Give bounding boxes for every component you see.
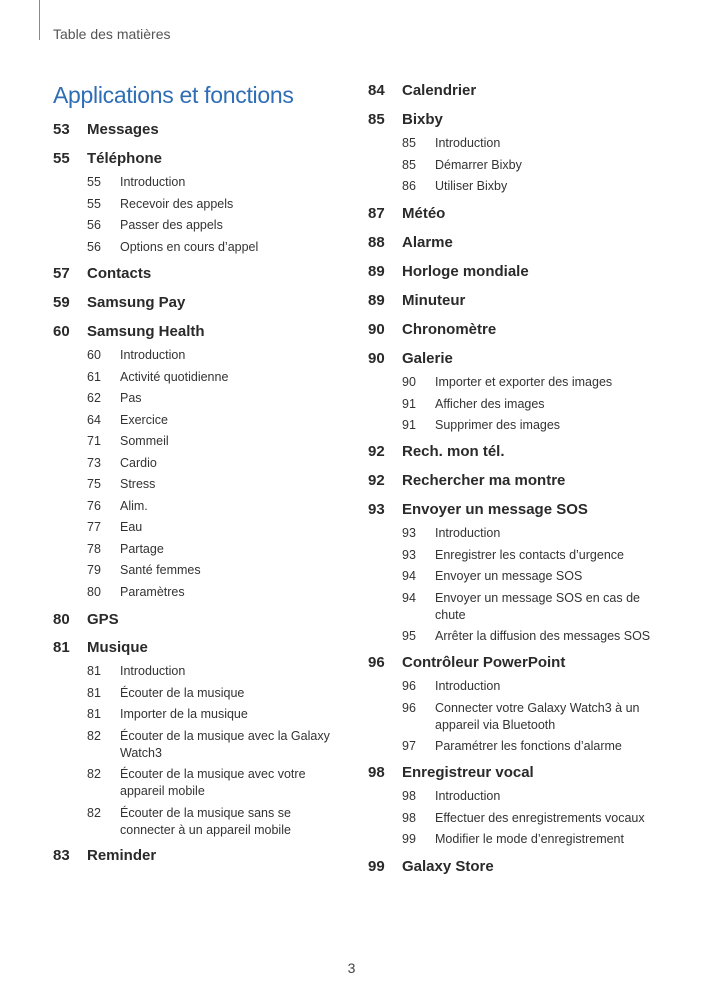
- toc-entry: [368, 111, 668, 200]
- subsection-page-number: 86: [402, 179, 416, 193]
- subsection-title: Importer et exporter des images: [435, 375, 613, 389]
- toc-subsection[interactable]: [368, 374, 668, 391]
- subsection-title: Introduction: [120, 348, 186, 362]
- subsection-title: Effectuer des enregistrements vocaux: [435, 810, 645, 825]
- chapter-title: Météo: [402, 205, 446, 222]
- subsection-page-number: 75: [87, 477, 101, 491]
- subsection-title: Passer des appels: [120, 218, 223, 232]
- chapter-page-number: 88: [368, 234, 385, 251]
- chapter-title: Horloge mondiale: [402, 263, 529, 280]
- subsection-title: Cardio: [120, 455, 157, 470]
- chapter-title: Reminder: [87, 847, 157, 864]
- subsection-page-number: 96: [402, 679, 416, 693]
- toc-entry: [368, 321, 668, 341]
- chapter-page-number: 87: [368, 205, 385, 222]
- toc-entry: [368, 501, 668, 650]
- chapter-title: Minuteur: [402, 292, 466, 309]
- toc-chapter[interactable]: [368, 234, 668, 254]
- toc-subsection[interactable]: [53, 390, 338, 407]
- toc-chapter[interactable]: [368, 472, 668, 492]
- chapter-title: Samsung Health: [87, 323, 205, 340]
- toc-entry: [368, 263, 668, 283]
- toc-entry: [368, 350, 668, 439]
- toc-subsection[interactable]: [368, 810, 668, 827]
- subsection-title: Options en cours d’appel: [120, 239, 259, 254]
- toc-subsection[interactable]: [368, 568, 668, 585]
- subsection-page-number: 80: [87, 584, 101, 599]
- toc-subsection[interactable]: [368, 678, 668, 695]
- chapter-page-number: 90: [368, 350, 385, 367]
- chapter-title: Galerie: [402, 350, 453, 367]
- toc-subsection[interactable]: [368, 157, 668, 174]
- chapter-page-number: 89: [368, 292, 385, 309]
- toc-chapter[interactable]: [53, 611, 338, 631]
- chapter-page-number: 96: [368, 654, 385, 671]
- chapter-page-number: 53: [53, 121, 70, 138]
- toc-subsection[interactable]: [368, 628, 668, 645]
- toc-subsection[interactable]: [368, 738, 668, 755]
- subsection-title: Supprimer des images: [435, 418, 561, 432]
- subsection-page-number: 95: [402, 629, 416, 643]
- toc-subsection-list: [53, 663, 338, 839]
- toc-subsection[interactable]: [53, 663, 338, 680]
- toc-chapter[interactable]: [368, 764, 668, 784]
- subsection-page-number: 78: [87, 541, 101, 556]
- subsection-page-number: 85: [402, 136, 416, 150]
- subsection-page-number: 55: [87, 196, 101, 211]
- toc-subsection-list: [53, 347, 338, 601]
- subsection-title: Afficher des images: [435, 396, 545, 411]
- toc-subsection[interactable]: [368, 396, 668, 413]
- toc-subsection[interactable]: [53, 369, 338, 386]
- subsection-page-number: 76: [87, 498, 101, 513]
- chapter-page-number: 89: [368, 263, 385, 280]
- chapter-page-number: 57: [53, 265, 70, 282]
- toc-entry: [53, 611, 338, 631]
- toc-entry: [53, 639, 338, 843]
- toc-subsection-list: [368, 374, 668, 434]
- subsection-title: Introduction: [435, 526, 501, 540]
- toc-subsection[interactable]: [53, 805, 338, 839]
- toc-chapter[interactable]: [368, 82, 668, 102]
- toc-chapter[interactable]: [53, 150, 338, 170]
- subsection-title: Écouter de la musique: [120, 685, 245, 700]
- chapter-page-number: 98: [368, 764, 385, 781]
- subsection-title: Écouter de la musique avec votre appareil mobile: [120, 767, 306, 798]
- subsection-page-number: 90: [402, 375, 416, 389]
- page-number: 3: [347, 960, 356, 976]
- subsection-page-number: 81: [87, 707, 101, 721]
- chapter-title: GPS: [87, 611, 119, 628]
- subsection-page-number: 60: [87, 348, 101, 362]
- subsection-page-number: 96: [402, 700, 416, 715]
- subsection-page-number: 97: [402, 739, 416, 753]
- subsection-page-number: 79: [87, 563, 101, 577]
- toc-subsection[interactable]: [53, 217, 338, 234]
- chapter-title: Calendrier: [402, 82, 477, 99]
- subsection-title: Arrêter la diffusion des messages SOS: [435, 629, 651, 643]
- toc-subsection[interactable]: [53, 347, 338, 364]
- subsection-title: Envoyer un message SOS en cas de chute: [435, 590, 640, 622]
- toc-entry: [368, 292, 668, 312]
- subsection-page-number: 82: [87, 767, 101, 781]
- toc-subsection[interactable]: [53, 174, 338, 191]
- subsection-page-number: 98: [402, 789, 416, 803]
- toc-chapter[interactable]: [53, 121, 338, 141]
- toc-entry: [368, 205, 668, 225]
- chapter-page-number: 83: [53, 847, 70, 864]
- chapter-page-number: 85: [368, 111, 385, 128]
- toc-subsection[interactable]: [53, 706, 338, 723]
- subsection-page-number: 94: [402, 590, 416, 605]
- toc-chapter[interactable]: [368, 321, 668, 341]
- toc-entry: [53, 150, 338, 260]
- toc-chapter[interactable]: [368, 858, 668, 878]
- subsection-title: Santé femmes: [120, 563, 201, 577]
- toc-entry: [53, 847, 338, 867]
- toc-chapter[interactable]: [368, 501, 668, 521]
- chapter-title: Rech. mon tél.: [402, 443, 505, 460]
- subsection-title: Stress: [120, 477, 156, 491]
- subsection-title: Alim.: [120, 498, 148, 513]
- toc-subsection-list: [368, 135, 668, 195]
- subsection-page-number: 91: [402, 418, 416, 432]
- chapter-page-number: 93: [368, 501, 385, 518]
- subsection-title: Introduction: [435, 136, 501, 150]
- toc-chapter[interactable]: [53, 323, 338, 343]
- chapter-title: Samsung Pay: [87, 294, 186, 311]
- subsection-title: Enregistrer les contacts d’urgence: [435, 547, 624, 562]
- chapter-title: Galaxy Store: [402, 858, 494, 875]
- toc-chapter[interactable]: [368, 654, 668, 674]
- toc-entry: [368, 82, 668, 102]
- subsection-title: Envoyer un message SOS: [435, 569, 583, 583]
- toc-subsection[interactable]: [53, 541, 338, 558]
- chapter-title: Musique: [87, 639, 148, 656]
- chapter-page-number: 55: [53, 150, 70, 167]
- chapter-page-number: 92: [368, 443, 385, 460]
- section-title: Applications et fonctions: [53, 82, 294, 108]
- subsection-page-number: 77: [87, 520, 101, 534]
- subsection-page-number: 73: [87, 455, 101, 470]
- subsection-page-number: 71: [87, 434, 101, 448]
- subsection-page-number: 62: [87, 391, 101, 405]
- toc-chapter[interactable]: [368, 205, 668, 225]
- toc-subsection[interactable]: [368, 700, 668, 734]
- subsection-title: Paramètres: [120, 584, 185, 599]
- toc-chapter[interactable]: [53, 639, 338, 659]
- subsection-title: Introduction: [435, 679, 501, 693]
- toc-subsection[interactable]: [53, 498, 338, 515]
- toc-subsection[interactable]: [53, 728, 338, 762]
- toc-subsection[interactable]: [368, 547, 668, 564]
- subsection-title: Pas: [120, 391, 142, 405]
- toc-chapter[interactable]: [53, 294, 338, 314]
- chapter-title: Enregistreur vocal: [402, 764, 534, 781]
- subsection-title: Exercice: [120, 412, 168, 427]
- subsection-title: Écouter de la musique sans se connecter à un appareil mobile: [120, 805, 291, 837]
- toc-subsection[interactable]: [53, 433, 338, 450]
- toc-entry: [53, 323, 338, 605]
- header-rule: [39, 0, 40, 40]
- toc-subsection[interactable]: [53, 766, 338, 800]
- toc-subsection[interactable]: [53, 562, 338, 579]
- subsection-page-number: 93: [402, 547, 416, 562]
- subsection-title: Démarrer Bixby: [435, 157, 522, 172]
- subsection-page-number: 94: [402, 569, 416, 583]
- subsection-title: Sommeil: [120, 434, 169, 448]
- subsection-page-number: 85: [402, 157, 416, 172]
- subsection-title: Recevoir des appels: [120, 196, 234, 211]
- subsection-title: Importer de la musique: [120, 707, 248, 721]
- toc-subsection[interactable]: [53, 412, 338, 429]
- chapter-title: Contacts: [87, 265, 152, 282]
- toc-subsection[interactable]: [368, 135, 668, 152]
- page-header: Table des matières: [53, 26, 171, 42]
- subsection-page-number: 61: [87, 369, 101, 384]
- subsection-page-number: 91: [402, 396, 416, 411]
- subsection-page-number: 64: [87, 412, 101, 427]
- chapter-title: Bixby: [402, 111, 443, 128]
- toc-subsection[interactable]: [53, 584, 338, 601]
- toc-chapter[interactable]: [368, 111, 668, 131]
- subsection-title: Partage: [120, 541, 164, 556]
- subsection-page-number: 81: [87, 685, 101, 700]
- toc-entry: [368, 858, 668, 878]
- subsection-title: Modifier le mode d’enregistrement: [435, 832, 624, 846]
- chapter-page-number: 99: [368, 858, 385, 875]
- toc-chapter[interactable]: [368, 350, 668, 370]
- subsection-title: Paramétrer les fonctions d’alarme: [435, 739, 622, 753]
- toc-chapter[interactable]: [53, 847, 338, 867]
- chapter-title: Téléphone: [87, 150, 163, 167]
- subsection-title: Introduction: [120, 664, 186, 678]
- subsection-page-number: 56: [87, 218, 101, 232]
- chapter-page-number: 90: [368, 321, 385, 338]
- chapter-title: Alarme: [402, 234, 453, 251]
- subsection-title: Écouter de la musique avec la Galaxy Watch3: [120, 728, 330, 760]
- toc-subsection[interactable]: [53, 685, 338, 702]
- toc-entry: [53, 121, 338, 141]
- subsection-title: Connecter votre Galaxy Watch3 à un appareil via Bluetooth: [435, 700, 640, 732]
- subsection-title: Utiliser Bixby: [435, 179, 508, 193]
- chapter-page-number: 92: [368, 472, 385, 489]
- subsection-page-number: 82: [87, 728, 101, 743]
- toc-subsection[interactable]: [368, 178, 668, 195]
- chapter-title: Messages: [87, 121, 159, 138]
- toc-chapter[interactable]: [53, 265, 338, 285]
- toc-subsection[interactable]: [368, 590, 668, 624]
- toc-entry: [368, 654, 668, 760]
- toc-subsection[interactable]: [53, 455, 338, 472]
- chapter-title: Chronomètre: [402, 321, 497, 338]
- chapter-title: Rechercher ma montre: [402, 472, 566, 489]
- chapter-page-number: 60: [53, 323, 70, 340]
- toc-entry: [53, 265, 338, 285]
- toc-subsection[interactable]: [368, 417, 668, 434]
- toc-subsection-list: [368, 525, 668, 645]
- toc-subsection[interactable]: [53, 476, 338, 493]
- subsection-page-number: 55: [87, 175, 101, 189]
- toc-subsection[interactable]: [53, 196, 338, 213]
- toc-subsection-list: [368, 788, 668, 848]
- toc-subsection-list: [368, 678, 668, 755]
- toc-entry: [368, 443, 668, 463]
- toc-entry: [368, 234, 668, 254]
- subsection-page-number: 81: [87, 664, 101, 678]
- toc-entry: [368, 764, 668, 853]
- subsection-page-number: 93: [402, 526, 416, 540]
- toc-subsection[interactable]: [368, 525, 668, 542]
- subsection-page-number: 99: [402, 832, 416, 846]
- toc-subsection[interactable]: [368, 788, 668, 805]
- chapter-page-number: 59: [53, 294, 70, 311]
- subsection-page-number: 82: [87, 805, 101, 820]
- toc-chapter[interactable]: [368, 292, 668, 312]
- subsection-title: Activité quotidienne: [120, 369, 229, 384]
- subsection-title: Eau: [120, 520, 143, 534]
- chapter-page-number: 81: [53, 639, 70, 656]
- toc-subsection-list: [53, 174, 338, 256]
- subsection-page-number: 56: [87, 239, 101, 254]
- toc-entry: [368, 472, 668, 492]
- chapter-title: Envoyer un message SOS: [402, 501, 588, 518]
- toc-subsection[interactable]: [368, 831, 668, 848]
- toc-subsection[interactable]: [53, 239, 338, 256]
- chapter-page-number: 80: [53, 611, 70, 628]
- toc-subsection[interactable]: [53, 519, 338, 536]
- toc-chapter[interactable]: [368, 263, 668, 283]
- subsection-title: Introduction: [120, 175, 186, 189]
- subsection-page-number: 98: [402, 810, 416, 825]
- chapter-title: Contrôleur PowerPoint: [402, 654, 566, 671]
- subsection-title: Introduction: [435, 789, 501, 803]
- chapter-page-number: 84: [368, 82, 385, 99]
- toc-chapter[interactable]: [368, 443, 668, 463]
- toc-entry: [53, 294, 338, 314]
